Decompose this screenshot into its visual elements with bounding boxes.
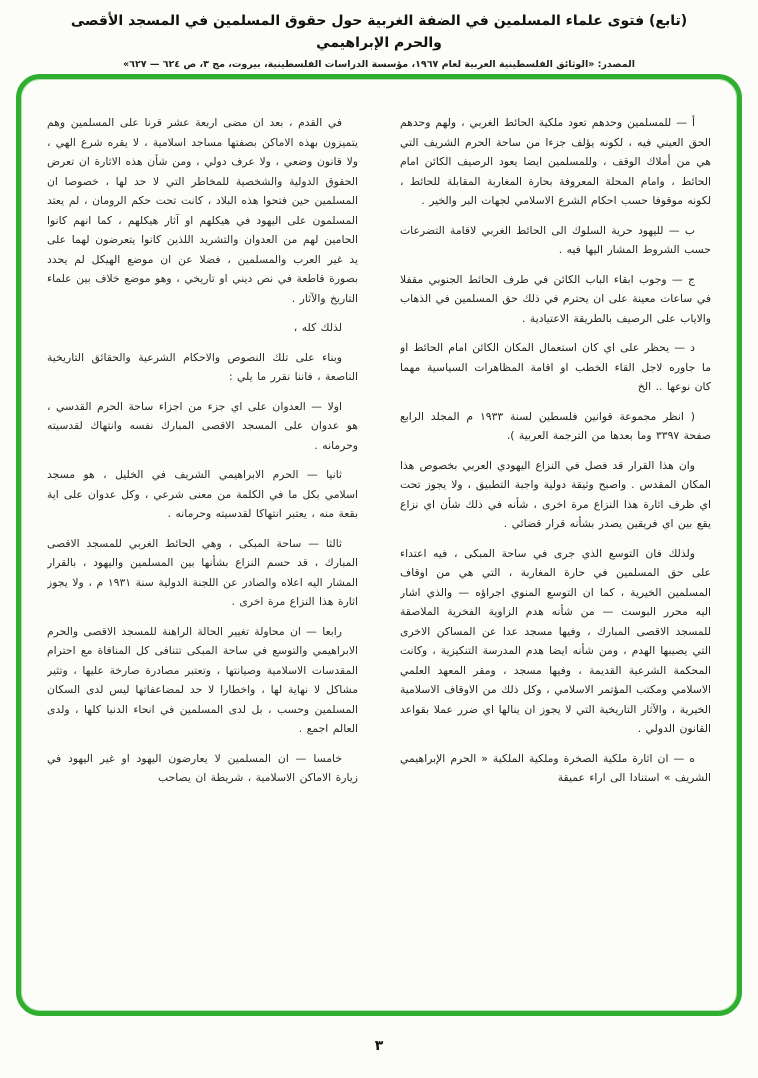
- page-number: ٣: [374, 1038, 384, 1054]
- paragraph: د — يحظر على اي كان استعمال المكان الكائن امام الحائط او ما جاوره لاجل القاء الخطب او اقامة المظاهرات السياسية مهما كان نوعها .. الخ: [400, 341, 711, 393]
- paragraph: وان هذا القرار قد فصل في النزاع اليهودي العربي بخصوص هذا المكان المقدس . واصبح وثيقة دولية واجبة التطبيق ، ولا يجوز تحت اي ظرف اثارة هذا النزاع مرة اخرى ، شأنه في ذلك شأن اي نزاع يقع بين اي فريقين يصدر بشأنه قرار قضائي .: [400, 458, 711, 530]
- column-left: [47, 113, 358, 991]
- document-header: [0, 0, 758, 70]
- paragraph: لذلك كله ،: [293, 321, 342, 334]
- source-line: المصدر: «الوثائق الفلسطينية العربية لعام ١٩٦٧، مؤسسة الدراسات الفلسطينية، بيروت، مج ٣، ص ٦٢٤ — ٦٢٧»: [123, 58, 635, 70]
- paragraph: ثالثا — ساحة المبكى ، وهي الحائط الغربي للمسجد الاقصى المبارك ، قد حسم النزاع بشأنها بين المسلمين واليهود ، بالقرار المشار اليه اعلاه والصادر عن اللجنة الدولية سنة ١٩٣١ م ، ولا يجوز اثارة هذا النزاع مرة اخرى .: [47, 536, 358, 608]
- paragraph: ج — وجوب ابقاء الباب الكائن في طرف الحائط الجنوبي مقفلا في ساعات معينة على ان يحترم في ذلك حق المسلمين في الذهاب والاياب على الرصيف بالطريقة الاعتيادية .: [400, 272, 711, 325]
- page-title: (تابع) فتوى علماء المسلمين في الضفة الغربية حول حقوق المسلمين في المسجد الأقصى والحرم الإبراهيمي: [70, 13, 688, 52]
- document-frame: [16, 74, 742, 1016]
- document-footer: [0, 1035, 758, 1054]
- paragraph: رابعا — ان محاولة تغيير الحالة الراهنة للمسجد الاقصى والحرم الابراهيمي والتوسع في ساحة المبكى تتنافى كل المنافاة مع احترام المقدسات الاسلامية وصيانتها ، وتعتبر مصادرة صارخة عليها ، وتثير مشاكل لا نهاية لها ، واخطارا لا حد لمضاعفاتها ليس لدى السكان المسلمين وحسب ، بل لدى المسلمين في انحاء الدنيا كلها ، ولدى العالم اجمع .: [47, 624, 358, 735]
- paragraph: ( انظر مجموعة قوانين فلسطين لسنة ١٩٣٣ م المجلد الرابع صفحة ٣٣٩٧ وما بعدها من الترجمة العربية ).: [400, 409, 711, 442]
- paragraph: ه — ان اثارة ملكية الصخرة وملكية الملكية « الحرم الإبراهيمي الشريف » استنادا الى اراء عميقة: [400, 751, 711, 784]
- column-right: [400, 113, 711, 991]
- paragraph: في القدم ، بعد ان مضى اربعة عشر قرنا على المسلمين وهم يتميزون بهذه الاماكن بصفتها مساجد اسلامية ، لا يقره شرع الهي ، ولا قانون وضعي ، ولا عرف دولي ، ومن شأن هذه الاثارة ان تعرض الحقوق الدولية والشخصية للمخاطر التي لا حد لها ، خصوصا ان المسلمين حين فتحوا هذه البلاد ، كانت تحت حكم الرومان ، لم يعتد المسلمون على اليهود في هيكلهم او آثار هيكلهم ، كما انهم كانوا الحامين لهم من العدوان والتشريد اللذين كانوا يتعرضون لهما على يد غير العرب والمسلمين ، فضلا عن ان موضع الهيكل لم يحدد بصورة قاطعة في نص ديني او تاريخي ، وهو موضع خلاف بين علماء التاريخ والآثار .: [47, 116, 358, 305]
- paragraph: ب — لليهود حرية السلوك الى الحائط الغربي لاقامة التضرعات حسب الشروط المشار اليها فيه .: [400, 223, 711, 256]
- text-columns: [47, 113, 711, 991]
- paragraph: اولا — العدوان على اي جزء من اجزاء ساحة الحرم القدسي ، هو عدوان على المسجد الاقصى المبارك نفسه وانتهاك لقدسيته وحرمانه .: [47, 399, 358, 452]
- paragraph: ولذلك فان التوسع الذي جرى في ساحة المبكى ، فيه اعتداء على حق المسلمين في حارة المغاربة ، التي هي من اوقاف المسلمين الخيرية ، كما ان التوسع المنوي اجراؤه — والذي اشار اليه محرر البوست — من شأنه هدم الزاوية الفخرية الملاصقة للمسجد الاقصى المبارك ، وفيها مسجد عدا عن المساكن الاخرى التي يصيبها الهدم ، ومن شأنه ايضا هدم المدرسة التنكيزية ، وكانت المحكمة الشرعية القديمة ، وفيها مسجد ، ومقر المعهد العلمي الاسلامي ومكتب المؤتمر الاسلامي ، وكل ذلك من الاوقاف الاسلامية الخيرية ، والآثار التاريخية التي لا يجوز ان ينالها اي ضرر عملا بقواعد القانون الدولي .: [400, 546, 711, 735]
- paragraph: وبناء على تلك النصوص والاحكام الشرعية والحقائق التاريخية الناصعة ، فاننا نقرر ما يلي :: [47, 350, 358, 383]
- paragraph: أ — للمسلمين وحدهم تعود ملكية الحائط الغربي ، ولهم وحدهم الحق العيني فيه ، لكونه يؤلف جزءا من ساحة الحرم الشريف التي هي من أملاك الوقف ، وللمسلمين ايضا يعود الرصيف الكائن امام الحائط ، وامام المحلة المعروفة بحارة المغاربة المقابلة للحائط ، لكونه موقوفا حسب احكام الشرع الاسلامي لجهات البر والخير .: [400, 116, 711, 207]
- paragraph: ثانيا — الحرم الابراهيمي الشريف في الخليل ، هو مسجد اسلامي بكل ما في الكلمة من معنى شرعي ، وكل عدوان على اية بقعة منه ، يعتبر انتهاكا لقدسيته وحرمانه .: [47, 468, 358, 520]
- paragraph: خامسا — ان المسلمين لا يعارضون اليهود او غير اليهود في زيارة الاماكن الاسلامية ، شريطة ان يصاحب: [47, 751, 358, 784]
